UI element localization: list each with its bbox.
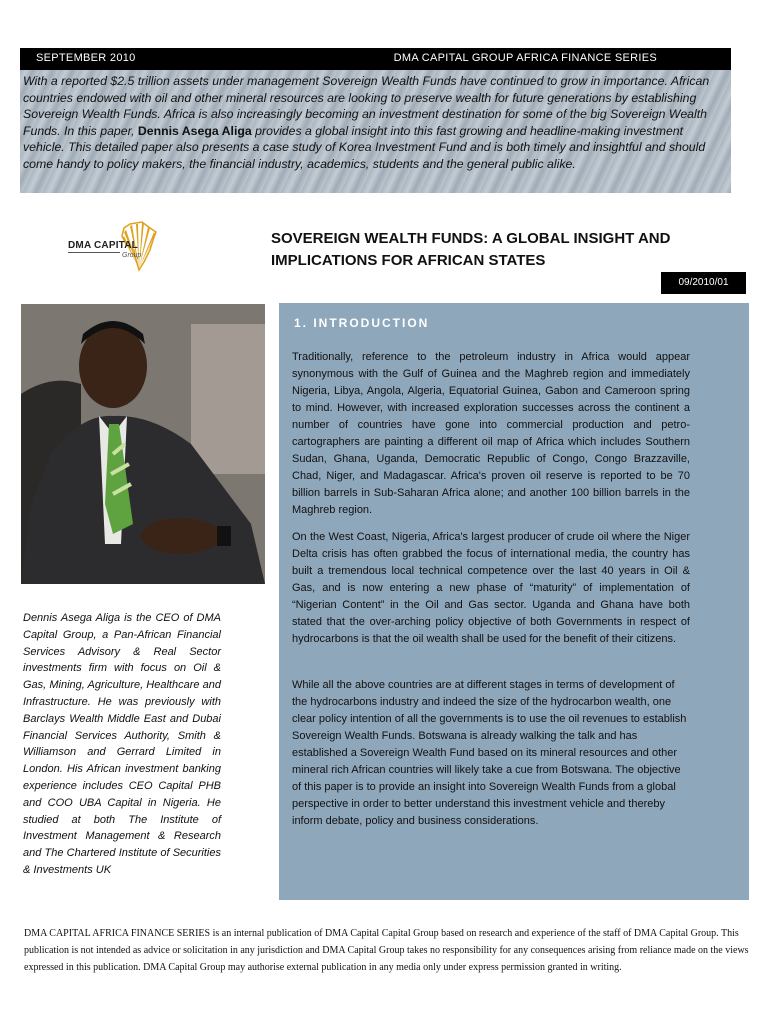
- intro-summary: [23, 73, 713, 173]
- publication-date: SEPTEMBER 2010: [36, 52, 136, 64]
- author-portrait-image: [21, 304, 265, 584]
- document-title: [271, 228, 711, 272]
- document-code: 09/2010/01: [661, 272, 746, 294]
- intro-text-after: provides a global insight into this fast growing and headline-making investment vehicle. This detailed paper also presents a case study of Korea Investment Fund and is both timely and insightful and should come handy to policy makers, the financial industry, academics, students and the general public alike.: [23, 123, 706, 171]
- author-bio: Dennis Asega Aliga is the CEO of DMA Capital Group, a Pan-African Financial Services Advisory & Real Sector investments firm with focus on Oil & Gas, Mining, Agriculture, Healthcare and Infrastructure. He was previously with Barclays Wealth Middle East and Dubai Financial Services Authority, Smith & Williamson and Gerrard Limited in London. His African investment banking experience includes CEO Capital PHB and COO UBA Capital in Nigeria. He studied at both The Institute of Investment Management & Research and The Chartered Institute of Securities & Investments UK: [23, 612, 221, 876]
- company-logo: [52, 210, 182, 290]
- disclaimer-footer: DMA CAPITAL AFRICA FINANCE SERIES is an internal publication of DMA Capital Capital Group based on research and experience of the staff of DMA Capital Group. This publication is not intended as advice or solicitation in any jurisdiction and DMA Capital Group takes no responsibility for any consequences arising from reliance made on the views expressed in this publication. DMA Capital Group may authorise external publication in any media only under express permission granted in writing.: [24, 928, 749, 973]
- header-bar: [20, 48, 731, 70]
- intro-paragraph-1: Traditionally, reference to the petroleum industry in Africa would appear synonymous with the Gulf of Guinea and the Maghreb region and immediately Nigeria, Libya, Angola, Algeria, Equatorial Guinea, Gabon and Cameroon spring to mind. However, with increased exploration successes across the continent a number of countries have gone into commercial production and petro-cartographers are painting a different oil map of Africa which includes Southern Sudan, Ghana, Uganda, Democratic Republic of Congo, Congo Brazzaville, Chad, Niger, and Madagascar. Africa's proven oil reserve is reported to be 70 billion barrels in Sub-Saharan Africa alone; and another 100 billion barrels in the Maghreb region.: [292, 351, 690, 516]
- intro-paragraph-3: While all the above countries are at different stages in terms of development of the hydrocarbons industry and indeed the size of the hydrocarbon wealth, one clear policy intention of all the governments is to use the oil revenues to establish Sovereign Wealth Funds. Botswana is already walking the talk and has established a Sovereign Wealth Fund based on its mineral resources and other mineral rich African countries will likely take a cue from Botswana. The objective of this paper is to provide an insight into Sovereign Wealth Funds from a global perspective in order to better understand this investment vehicle and thereby inform debate, policy and business considerations.: [292, 679, 687, 827]
- intro-author: Dennis Asega Aliga: [137, 123, 252, 138]
- logo-name: DMA CAPITAL: [68, 240, 138, 251]
- logo-divider: [68, 252, 120, 253]
- section-heading: 1. INTRODUCTION: [294, 316, 430, 330]
- intro-paragraph-2: On the West Coast, Nigeria, Africa's largest producer of crude oil where the Niger Delta crisis has often grabbed the focus of international media, the country has built a tremendous local technical competence over the last 40 years in Oil & Gas, and is now entering a new phase of “maturity” of implementation of “Nigerian Content” in the Oil and Gas sector. Uganda and Ghana have both stated that the over-arching policy objective of both Governments in respect of hydrocarbons is that the oil wealth shall be used for the benefit of their citizens.: [292, 531, 690, 645]
- author-photo: [21, 304, 265, 584]
- logo-subtitle: Group: [122, 252, 142, 259]
- title-line-2: IMPLICATIONS FOR AFRICAN STATES: [271, 252, 546, 269]
- intro-text-before: With a reported $2.5 trillion assets under management Sovereign Wealth Funds have continued to grow in importance. African countries endowed with oil and other mineral resources are looking to preserve wealth for future generations by establishing Sovereign Wealth Funds. Africa is also increasingly becoming an investment destination for some of the big Sovereign Wealth Funds. In this paper,: [23, 74, 710, 138]
- series-name: DMA CAPITAL GROUP AFRICA FINANCE SERIES: [393, 52, 657, 64]
- title-line-1: SOVEREIGN WEALTH FUNDS: A GLOBAL INSIGHT AND: [271, 230, 671, 247]
